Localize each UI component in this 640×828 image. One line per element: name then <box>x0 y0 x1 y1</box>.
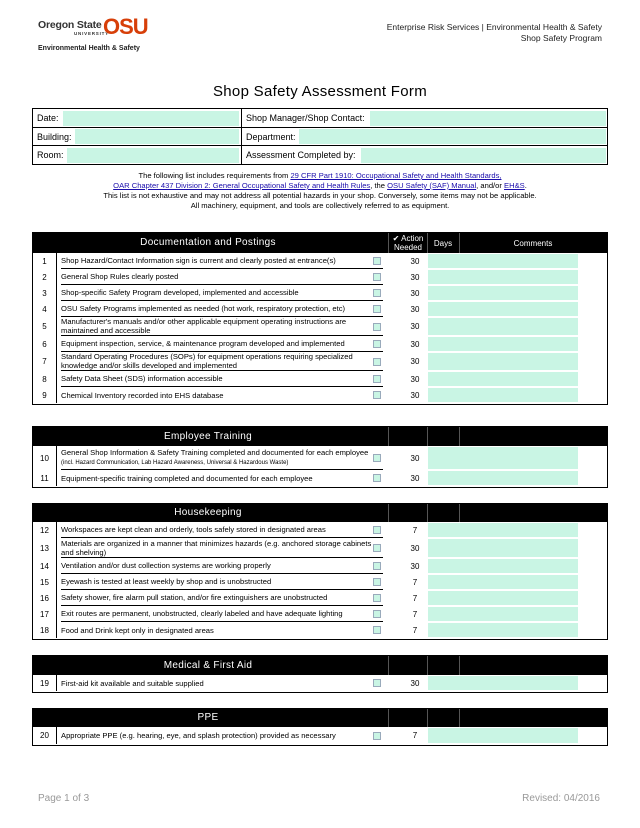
logo-mark: OSU <box>103 14 148 39</box>
section-documentation <box>32 232 608 405</box>
item-text: Equipment inspection, service, & maintenance program developed and implemented <box>61 336 383 352</box>
ehs-link[interactable]: EH&S <box>504 181 525 190</box>
days-value: 30 <box>410 543 420 553</box>
header-divider <box>388 709 389 727</box>
date-label: Date: <box>37 113 59 123</box>
days-value: 30 <box>410 453 420 463</box>
comments-field[interactable] <box>428 728 578 743</box>
item-number: 13 <box>33 538 57 558</box>
header-divider <box>427 709 428 727</box>
cfr-link[interactable]: 29 CFR Part 1910: Occupational Safety and Health Standards, <box>290 171 502 180</box>
info-row-room <box>33 146 607 165</box>
saf-manual-link[interactable]: OSU Safety (SAF) Manual <box>387 181 477 190</box>
comments-header: Comments <box>513 239 553 248</box>
completed-by-label: Assessment Completed by: <box>246 150 356 160</box>
days-value: 30 <box>410 374 420 384</box>
section-header <box>33 504 607 522</box>
days-value: 30 <box>410 473 420 483</box>
header-divider <box>459 427 460 446</box>
header-right <box>387 22 602 44</box>
comments-field[interactable] <box>428 353 578 370</box>
section-ppe <box>32 708 608 746</box>
item-number: 15 <box>33 574 57 590</box>
comments-field[interactable] <box>428 523 578 537</box>
header-divider <box>427 656 428 675</box>
section-header <box>33 233 607 253</box>
department-field[interactable] <box>299 129 606 144</box>
action-needed-checkbox[interactable] <box>373 679 381 687</box>
days-value: 7 <box>412 593 418 603</box>
checklist-row <box>33 538 607 558</box>
logo-name: Oregon State <box>38 19 102 31</box>
item-number: 3 <box>33 285 57 301</box>
item-text: Ventilation and/or dust collection systems are working properly <box>61 558 383 574</box>
comments-field[interactable] <box>428 559 578 573</box>
checklist-row <box>33 522 607 538</box>
action-needed-checkbox[interactable] <box>373 578 381 586</box>
checklist-row <box>33 606 607 622</box>
header-divider <box>388 504 389 522</box>
section-title: Employee Training <box>164 431 252 442</box>
item-text: Eyewash is tested at least weekly by shop and is unobstructed <box>61 574 383 590</box>
days-header: Days <box>433 239 453 248</box>
item-number: 2 <box>33 269 57 285</box>
comments-field[interactable] <box>428 337 578 351</box>
action-header-l2: Needed <box>393 243 423 252</box>
intro-text <box>40 171 600 211</box>
intro-l2-sep2: , and/or <box>476 181 505 190</box>
item-text: First-aid kit available and suitable supplied <box>61 678 204 688</box>
action-needed-checkbox[interactable] <box>373 257 381 265</box>
section-header <box>33 427 607 446</box>
item-text: General Shop Rules clearly posted <box>61 269 383 285</box>
item-text: General Shop Information & Safety Training completed and documented for each employee (incl. Hazard Communication, Lab Hazard Awareness, Universal & Hazardous Waste) <box>61 446 383 470</box>
comments-field[interactable] <box>428 539 578 557</box>
item-text: Workspaces are kept clean and orderly, tools safely stored in designated areas <box>61 522 383 538</box>
item-text-note: (incl. Hazard Communication, Lab Hazard Awareness, Universal & Hazardous Waste) <box>61 459 289 466</box>
info-row-date <box>33 109 607 128</box>
section-header <box>33 709 607 727</box>
days-value: 30 <box>410 339 420 349</box>
item-text: Manufacturer's manuals and/or other applicable equipment operating instructions are maintained and accessible <box>61 317 383 336</box>
checklist-row <box>33 285 607 301</box>
revised-date: Revised: 04/2016 <box>522 793 600 804</box>
days-value: 30 <box>410 322 420 331</box>
days-value: 30 <box>410 272 420 282</box>
room-field[interactable] <box>67 148 239 163</box>
header-divider <box>459 656 460 675</box>
checklist-row <box>33 727 607 744</box>
building-label: Building: <box>37 131 72 142</box>
comments-field[interactable] <box>428 372 578 386</box>
manager-field[interactable] <box>370 111 606 126</box>
action-needed-checkbox[interactable] <box>373 454 381 462</box>
days-value: 7 <box>412 525 418 535</box>
item-text: Materials are organized in a manner that minimizes hazards (e.g. anchored storage cabinets and shelving) <box>61 538 383 558</box>
days-value: 30 <box>410 357 420 366</box>
header-divider <box>388 656 389 675</box>
action-needed-checkbox[interactable] <box>373 562 381 570</box>
days-value: 30 <box>410 288 420 298</box>
item-number: 9 <box>33 387 57 403</box>
checklist-row <box>33 317 607 336</box>
item-number: 14 <box>33 558 57 574</box>
comments-field[interactable] <box>428 607 578 621</box>
checklist-row <box>33 352 607 371</box>
item-number: 19 <box>33 675 57 691</box>
intro-equipment-note: All machinery, equipment, and tools are collectively referred to as equipment. <box>190 201 450 210</box>
checklist-row <box>33 301 607 317</box>
header-divider <box>427 504 428 522</box>
logo-department: Environmental Health & Safety <box>38 45 140 52</box>
header-divider <box>388 427 389 446</box>
item-text: Equipment-specific training completed and documented for each employee <box>61 473 313 483</box>
item-number: 12 <box>33 522 57 538</box>
item-text: Chemical Inventory recorded into EHS database <box>61 390 224 400</box>
checklist-row <box>33 371 607 387</box>
checklist-row <box>33 574 607 590</box>
check-icon: ✔ <box>392 234 400 243</box>
date-field[interactable] <box>63 111 239 126</box>
days-value: 30 <box>410 304 420 314</box>
osu-ehs-logo <box>38 14 148 54</box>
section-title: PPE <box>197 712 219 723</box>
section-training <box>32 426 608 488</box>
item-text: Safety Data Sheet (SDS) information accessible <box>61 371 383 387</box>
building-field[interactable] <box>75 129 239 144</box>
days-value: 7 <box>412 625 418 635</box>
header-divider <box>459 504 460 522</box>
item-number: 5 <box>33 317 57 336</box>
action-needed-header <box>389 234 427 252</box>
comments-field[interactable] <box>428 676 578 690</box>
comments-field[interactable] <box>428 286 578 300</box>
action-needed-checkbox[interactable] <box>373 610 381 618</box>
item-text: Standard Operating Procedures (SOPs) for equipment operations requiring specialized knowledge and/or skills developed and implemented <box>61 352 383 371</box>
item-text: Shop-specific Safety Program developed, implemented and accessible <box>61 285 383 301</box>
comments-field[interactable] <box>428 388 578 402</box>
checklist-row <box>33 253 607 269</box>
comments-field[interactable] <box>428 471 578 485</box>
action-needed-checkbox[interactable] <box>373 626 381 634</box>
days-value: 7 <box>412 609 418 619</box>
action-needed-checkbox[interactable] <box>373 391 381 399</box>
section-firstaid <box>32 655 608 693</box>
days-value: 7 <box>412 577 418 587</box>
info-row-building <box>33 128 607 147</box>
checklist-row <box>33 558 607 574</box>
action-needed-checkbox[interactable] <box>373 358 381 366</box>
item-text: Food and Drink kept only in designated areas <box>61 625 214 635</box>
item-text: Safety shower, fire alarm pull station, and/or fire extinguishers are unobstructed <box>61 590 383 606</box>
page-number: Page 1 of 3 <box>38 793 90 804</box>
oar-link[interactable]: OAR Chapter 437 Division 2: General Occupational Safety and Health Rules <box>113 181 371 190</box>
days-value: 7 <box>412 731 418 740</box>
action-needed-checkbox[interactable] <box>373 544 381 552</box>
section-title: Housekeeping <box>174 507 242 518</box>
intro-l2-end: . <box>524 181 527 190</box>
checklist-row <box>33 675 607 691</box>
item-number: 20 <box>33 727 57 744</box>
action-needed-checkbox[interactable] <box>373 340 381 348</box>
checklist-row <box>33 470 607 486</box>
item-text: Appropriate PPE (e.g. hearing, eye, and splash protection) provided as necessary <box>61 731 336 740</box>
header-divider <box>459 709 460 727</box>
item-text: Exit routes are permanent, unobstructed, clearly labeled and have adequate lighting <box>61 606 383 622</box>
intro-l1-text: The following list includes requirements from <box>138 171 291 180</box>
checklist-row <box>33 622 607 638</box>
days-value: 30 <box>410 390 420 400</box>
item-number: 8 <box>33 371 57 387</box>
info-table <box>32 108 608 165</box>
action-header-l1: Action <box>401 234 424 243</box>
action-needed-checkbox[interactable] <box>373 273 381 281</box>
days-value: 30 <box>410 561 420 571</box>
action-needed-checkbox[interactable] <box>373 305 381 313</box>
room-label: Room: <box>37 150 64 160</box>
days-value: 30 <box>410 256 420 266</box>
checklist-row <box>33 446 607 470</box>
action-needed-checkbox[interactable] <box>373 289 381 297</box>
item-number: 11 <box>33 470 57 486</box>
item-number: 18 <box>33 622 57 638</box>
item-number: 6 <box>33 336 57 352</box>
comments-field[interactable] <box>428 254 578 268</box>
page-title: Shop Safety Assessment Form <box>212 83 428 100</box>
comments-field[interactable] <box>428 623 578 637</box>
item-number: 7 <box>33 352 57 371</box>
comments-field[interactable] <box>428 318 578 335</box>
section-title: Documentation and Postings <box>140 237 276 248</box>
item-number: 1 <box>33 253 57 269</box>
completed-by-field[interactable] <box>361 148 606 163</box>
intro-disclaimer: This list is not exhaustive and may not address all potential hazards in your shop. Conversely, some items may not be applicable. <box>103 191 537 200</box>
comments-field[interactable] <box>428 270 578 284</box>
intro-l2-sep: , the <box>370 181 388 190</box>
item-number: 4 <box>33 301 57 317</box>
header-dept-line: Enterprise Risk Services | Environmental Health & Safety <box>386 22 602 32</box>
header-divider <box>427 427 428 446</box>
action-needed-checkbox[interactable] <box>373 594 381 602</box>
department-label: Department: <box>246 131 296 142</box>
action-needed-checkbox[interactable] <box>373 732 381 740</box>
comments-field[interactable] <box>428 591 578 605</box>
section-title: Medical & First Aid <box>163 660 253 671</box>
section-header <box>33 656 607 675</box>
comments-field[interactable] <box>428 447 578 469</box>
action-needed-checkbox[interactable] <box>373 375 381 383</box>
days-value: 30 <box>410 678 420 688</box>
item-number: 10 <box>33 446 57 470</box>
action-needed-checkbox[interactable] <box>373 474 381 482</box>
section-housekeeping <box>32 503 608 640</box>
action-needed-checkbox[interactable] <box>373 323 381 331</box>
item-text: Shop Hazard/Contact Information sign is current and clearly posted at entrance(s) <box>61 253 383 269</box>
item-text: OSU Safety Programs implemented as needed (hot work, respiratory protection, etc) <box>61 301 383 317</box>
logo-university: UNIVERSITY <box>74 31 110 36</box>
item-number: 16 <box>33 590 57 606</box>
item-number: 17 <box>33 606 57 622</box>
manager-label: Shop Manager/Shop Contact: <box>246 113 365 123</box>
checklist-row <box>33 336 607 352</box>
comments-field[interactable] <box>428 302 578 316</box>
action-needed-checkbox[interactable] <box>373 526 381 534</box>
checklist-row <box>33 269 607 285</box>
header-program-line: Shop Safety Program <box>520 33 602 43</box>
checklist-row <box>33 590 607 606</box>
checklist-row <box>33 387 607 403</box>
comments-field[interactable] <box>428 575 578 589</box>
